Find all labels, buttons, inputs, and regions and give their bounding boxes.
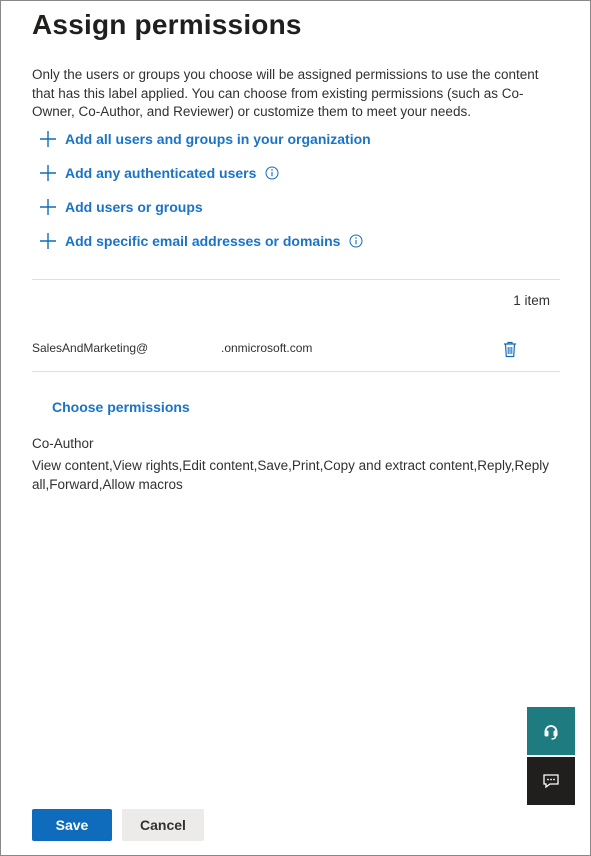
section-divider [32,279,560,280]
add-option-label: Add all users and groups in your organization [65,131,371,147]
user-email-domain: .onmicrosoft.com [221,341,313,355]
add-users-or-groups-button[interactable] [39,195,203,219]
list-divider [32,371,560,372]
permission-role: Co-Author [32,436,94,451]
add-option-label: Add specific email addresses or domains [65,233,341,249]
item-count: 1 item [513,293,550,308]
save-button[interactable]: Save [32,809,112,841]
delete-button[interactable] [502,340,518,363]
add-authenticated-users-button[interactable] [39,161,279,185]
add-email-addresses-or-domains-button[interactable] [39,229,363,253]
add-option-label: Add users or groups [65,199,203,215]
user-email-prefix: SalesAndMarketing@ [32,341,149,355]
headset-help-icon [541,721,561,741]
info-icon[interactable] [265,166,279,180]
permission-rights: View content,View rights,Edit content,Save,Print,Copy and extract content,Reply,Reply all,Forward,Allow macros [32,458,550,492]
feedback-button[interactable] [527,757,575,805]
add-option-label: Add any authenticated users [65,165,257,181]
plus-icon [39,130,57,148]
page-description: Only the users or groups you choose will be assigned permissions to use the content that has this label applied. You can choose from existing permissions (such as Co-Owner, Co-Author, and Reviewer) or customize them to meet your needs. [32,67,539,119]
plus-icon [39,232,57,250]
list-item [32,340,560,360]
help-button[interactable] [527,707,575,755]
page-title: Assign permissions [32,9,302,40]
cancel-button[interactable]: Cancel [122,809,204,841]
trash-icon [502,340,518,358]
feedback-icon [542,772,560,790]
plus-icon [39,198,57,216]
choose-permissions-link[interactable]: Choose permissions [52,399,190,415]
plus-icon [39,164,57,182]
info-icon[interactable] [349,234,363,248]
add-all-users-and-groups-button[interactable] [39,127,371,151]
